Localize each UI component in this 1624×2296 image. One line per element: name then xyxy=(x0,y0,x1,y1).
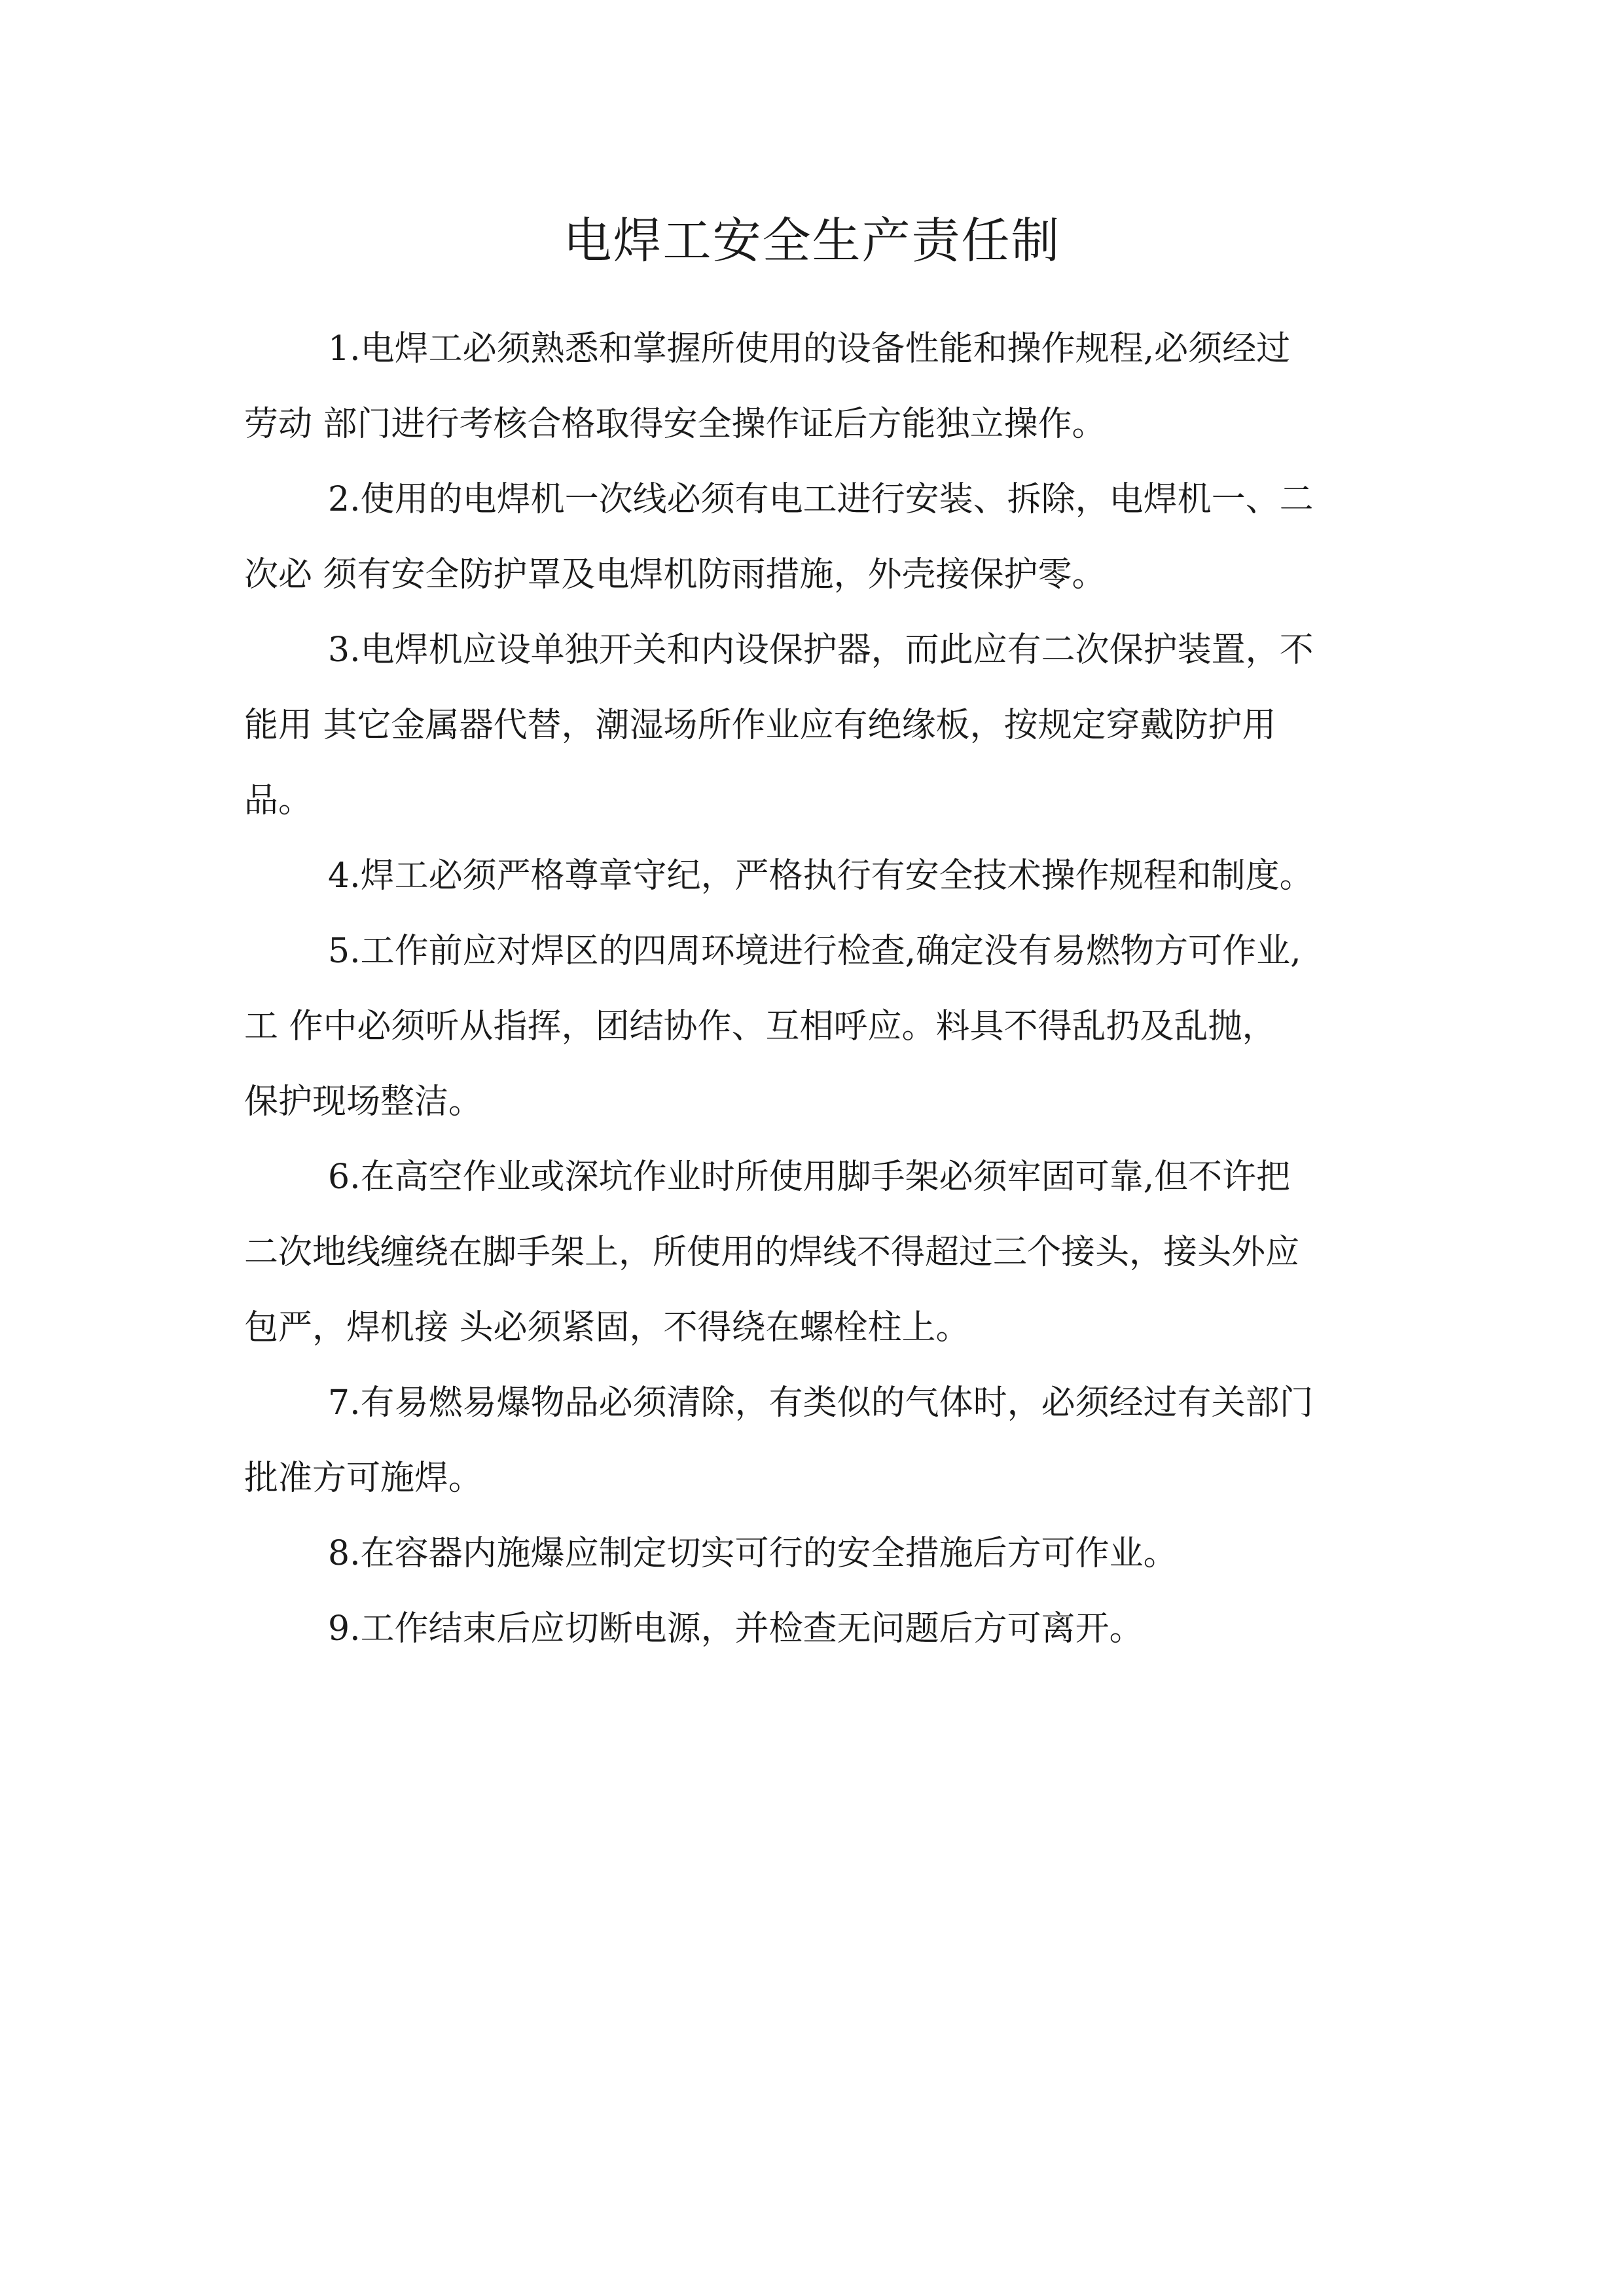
paragraph-line: 劳动 部门进行考核合格取得安全操作证后方能独立操作。 xyxy=(244,405,1106,444)
paragraph-line: 7.有易燃易爆物品必须清除，有类似的气体时，必须经过有关部门 xyxy=(328,1383,1314,1423)
paragraph-line: 1.电焊工必须熟悉和掌握所使用的设备性能和操作规程,必须经过 xyxy=(328,329,1291,369)
paragraph-line: 5.工作前应对焊区的四周环境进行检查,确定没有易燃物方可作业, xyxy=(328,932,1301,971)
paragraph-line: 4.焊工必须严格尊章守纪，严格执行有安全技术操作规程和制度。 xyxy=(328,856,1314,896)
paragraph-line: 2.使用的电焊机一次线必须有电工进行安装、拆除，电焊机一、二 xyxy=(328,480,1314,519)
paragraph-2 xyxy=(244,462,1383,613)
document-title: 电焊工安全生产责任制 xyxy=(563,213,1061,269)
paragraph-line: 保护现场整洁。 xyxy=(244,1082,483,1121)
paragraph-3 xyxy=(244,613,1383,839)
paragraph-5 xyxy=(244,914,1383,1140)
paragraph-9 xyxy=(244,1592,1383,1667)
paragraph-6 xyxy=(244,1140,1383,1366)
paragraph-line: 二次地线缠绕在脚手架上，所使用的焊线不得超过三个接头，接头外应 xyxy=(244,1233,1300,1272)
paragraph-line: 品。 xyxy=(244,781,313,820)
document-body xyxy=(244,312,1383,1667)
paragraph-line: 6.在高空作业或深坑作业时所使用脚手架必须牢固可靠,但不许把 xyxy=(328,1157,1291,1197)
paragraph-line: 包严，焊机接 头必须紧固，不得绕在螺栓柱上。 xyxy=(244,1308,970,1347)
paragraph-line: 工 作中必须听从指挥，团结协作、互相呼应。料具不得乱扔及乱抛， xyxy=(244,1007,1276,1046)
paragraph-line: 次必 须有安全防护罩及电焊机防雨措施，外壳接保护零。 xyxy=(244,555,1106,594)
paragraph-line: 批准方可施焊。 xyxy=(244,1459,483,1498)
paragraph-8 xyxy=(244,1516,1383,1592)
paragraph-4 xyxy=(244,839,1383,914)
paragraph-line: 9.工作结束后应切断电源，并检查无问题后方可离开。 xyxy=(328,1609,1144,1649)
paragraph-1 xyxy=(244,312,1383,462)
paragraph-line: 8.在容器内施爆应制定切实可行的安全措施后方可作业。 xyxy=(328,1534,1178,1573)
paragraph-line: 3.电焊机应设单独开关和内设保护器，而此应有二次保护装置，不 xyxy=(328,630,1314,670)
paragraph-line: 能用 其它金属器代替，潮湿场所作业应有绝缘板，按规定穿戴防护用 xyxy=(244,706,1276,745)
paragraph-7 xyxy=(244,1366,1383,1516)
